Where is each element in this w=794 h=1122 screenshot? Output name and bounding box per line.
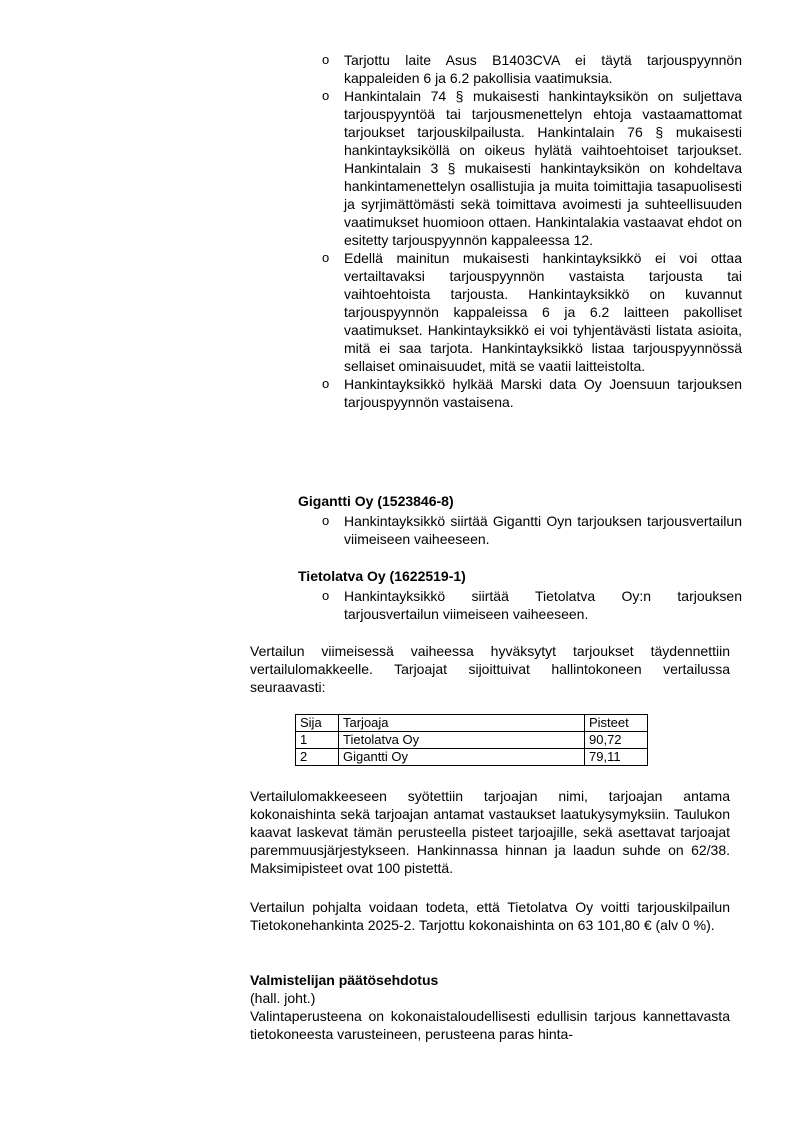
list-item bbox=[322, 587, 742, 623]
gigantti-list bbox=[322, 512, 742, 548]
column-header: Sija bbox=[296, 715, 339, 732]
rejection-reasons-list bbox=[322, 51, 742, 411]
list-item bbox=[322, 375, 742, 411]
list-item bbox=[322, 87, 742, 249]
bullet-icon: o bbox=[322, 52, 330, 67]
list-item bbox=[322, 249, 742, 375]
table-header-row bbox=[296, 715, 648, 732]
gigantti-heading: Gigantti Oy (1523846-8) bbox=[298, 493, 454, 509]
table-cell: 90,72 bbox=[585, 732, 648, 749]
table-cell: Gigantti Oy bbox=[339, 749, 585, 766]
table-cell: Tietolatva Oy bbox=[339, 732, 585, 749]
list-item-text: Hankintayksikkö hylkää Marski data Oy Joensuun tarjouksen tarjouspyynnön vastaisena. bbox=[344, 376, 742, 410]
form-paragraph: Vertailulomakkeeseen syötettiin tarjoajan nimi, tarjoajan antama kokonaishinta sekä tarjoajan antamat vastaukset laatukysymyksiin. Taulukon kaavat laskevat tämän perusteella pisteet tarjoajille, sekä asettavat tarjoajat paremmuusjärjestykseen. Hankinnassa hinnan ja laadun suhde on 62/38. Maksimipisteet ovat 100 pistettä. bbox=[250, 788, 730, 876]
bullet-icon: o bbox=[322, 376, 330, 391]
list-item-text: Tarjottu laite Asus B1403CVA ei täytä tarjouspyynnön kappaleiden 6 ja 6.2 pakollisia vaatimuksia. bbox=[344, 52, 742, 86]
list-item-text: Hankintalain 74 § mukaisesti hankintayksikön on suljettava tarjouspyyntöä tai tarjousmenettelyn ehtoja vastaamattomat tarjoukset tarjouskilpailusta. Hankintalain 76 § mukaisesti hankintayksiköllä on oikeus hylätä vaihtoehtoiset tarjoukset. Hankintalain 3 § mukaisesti hankintayksikön on kohdeltava hankintamenettelyn osallistujia ja muita toimittajia tasapuolisesti ja syrjimättömästi sekä toimittava avoimesti ja suhteellisuuden vaatimukset huomioon ottaen. Hankintalakia vastaavat ehdot on esitetty tarjouspyynnön kappaleessa 12. bbox=[344, 88, 742, 248]
winner-paragraph: Vertailun pohjalta voidaan todeta, että Tietolatva Oy voitti tarjouskilpailun Tietokonehankinta 2025-2. Tarjottu kokonaishinta on 63 101,80 € (alv 0 %). bbox=[250, 899, 730, 933]
proposal-section bbox=[250, 971, 730, 1043]
list-item-text: Hankintayksikkö siirtää Gigantti Oyn tarjouksen tarjousvertailun viimeiseen vaiheeseen. bbox=[344, 513, 742, 547]
list-item bbox=[322, 512, 742, 548]
bullet-icon: o bbox=[322, 250, 330, 265]
ranking-paragraph: Vertailun viimeisessä vaiheessa hyväksytyt tarjoukset täydennettiin vertailulomakkeelle. Tarjoajat sijoittuivat hallintokoneen vertailussa seuraavasti: bbox=[250, 643, 730, 695]
bullet-icon: o bbox=[322, 88, 330, 103]
proposal-text: Valintaperusteena on kokonaistaloudellisesti edullisin tarjous kannettavasta tietokoneesta varusteineen, perusteena paras hinta- bbox=[250, 1008, 730, 1042]
column-header: Pisteet bbox=[585, 715, 648, 732]
preparer-note: (hall. joht.) bbox=[250, 990, 316, 1006]
table-cell: 79,11 bbox=[585, 749, 648, 766]
list-item bbox=[322, 51, 742, 87]
results-table bbox=[295, 714, 648, 766]
proposal-heading: Valmistelijan päätösehdotus bbox=[250, 972, 439, 988]
table-cell: 1 bbox=[296, 732, 339, 749]
table-row bbox=[296, 749, 648, 766]
bullet-icon: o bbox=[322, 513, 330, 528]
list-item-text: Edellä mainitun mukaisesti hankintayksikkö ei voi ottaa vertailtavaksi tarjouspyynnön vastaista tarjousta tai vaihtoehtoista tarjousta. Hankintayksikkö on kuvannut tarjouspyynnön kappaleissa 6 ja 6.2 laitteen pakolliset vaatimukset. Hankintayksikkö ei voi tyhjentävästi listata asioita, mitä ei saa tarjota. Hankintayksikkö listaa tarjouspyynnössä sellaiset ominaisuudet, mitä se vaatii laitteistolta. bbox=[344, 250, 742, 374]
list-item-text: Hankintayksikkö siirtää Tietolatva Oy:n tarjouksen tarjousvertailun viimeiseen vaiheeseen. bbox=[344, 588, 742, 622]
column-header: Tarjoaja bbox=[339, 715, 585, 732]
table-row bbox=[296, 732, 648, 749]
bullet-icon: o bbox=[322, 588, 330, 603]
table-cell: 2 bbox=[296, 749, 339, 766]
tietolatva-heading: Tietolatva Oy (1622519-1) bbox=[298, 568, 466, 584]
tietolatva-list bbox=[322, 587, 742, 623]
